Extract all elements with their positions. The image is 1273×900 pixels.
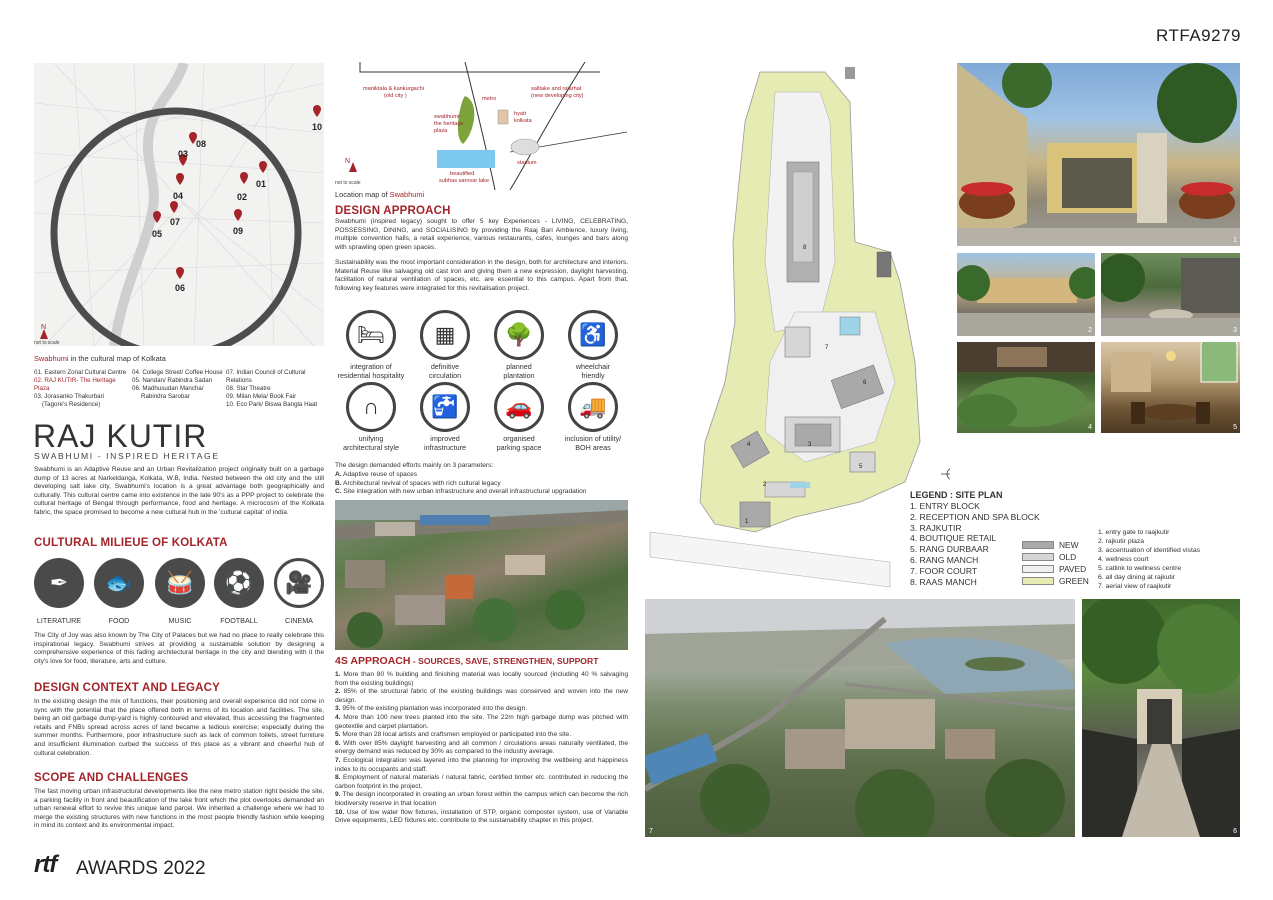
site-legend-heading: LEGEND : SITE PLAN: [910, 490, 1003, 500]
feature-label-wheelchair: wheelchair friendly: [575, 362, 611, 380]
photo-catwalk: [1082, 599, 1240, 837]
design-approach-p2: Sustainability was the most important consideration in the design, both for architecture and interiors. Material Reuse like salvaging old cast iron and giving them a new expression, daylight harvesting, facilitation of natural ventilation of spaces, etc. are essential to this campus. Apart from that, following key features were integrated for this revitalisation project.: [335, 259, 628, 292]
photo-number-6: 6: [1233, 828, 1237, 835]
map-marker-05: 05: [152, 229, 163, 239]
swatch-new: [1022, 541, 1054, 549]
photo-aerial-large: [645, 599, 1075, 837]
city-map-caption: Swabhumi in the cultural map of Kolkata: [34, 354, 166, 363]
design-approach-heading: DESIGN APPROACH: [335, 205, 451, 217]
map-marker-04: 04: [173, 191, 184, 201]
location-map-caption: Location map of Swabhumi: [335, 190, 425, 199]
scope-text: The fast moving urban infrastructural developments like the new metro station right beside the site, a parking facility in front and beautification of the lake front which the plot overlooks demanded an urban renewal effort to revive this unique land parcel. We inherited a challenge where we had to merge the existing structures with new functions in the most people friendly fashion while keeping in mind its context and its environmental impact.: [34, 788, 324, 830]
legend-old: OLD: [1059, 552, 1077, 562]
loc-label-swabhumi: swabhumi-: [434, 114, 462, 120]
loc-label-stadium: stadium: [517, 160, 537, 166]
site-num-7: 7: [825, 345, 829, 351]
photo-number-7: 7: [649, 828, 653, 835]
cultural-heading: CULTURAL MILIEUE OF KOLKATA: [34, 537, 228, 549]
map-marker-10: 10: [312, 122, 323, 132]
photo-wellness: [957, 342, 1095, 433]
site-num-8: 8: [803, 245, 807, 251]
city-map-legend-col1: 01. Eastern Zonal Cultural Centre 02. RAJ KUTIR- The Heritage Plaza 03. Jorasanko Thakurbari (Tagore's Residence): [34, 369, 127, 408]
legend-new: NEW: [1059, 540, 1079, 550]
literature-icon: ✒: [34, 558, 84, 608]
food-label: FOOD: [108, 616, 130, 625]
cultural-text: The City of Joy was also known by The City of Palaces but we had no place to really celebrate this inspirational legacy. Swabhumi strives at providing a sustainable solution by designing a comprehensive experience of this fading architectural heritage in the city and blending with it the city's love for food, literature, arts and culture.: [34, 632, 324, 665]
aerial-photo-middle-graphic: [335, 500, 628, 650]
photo-entry-gate-graphic: [957, 63, 1240, 246]
photo-wellness-graphic: [957, 342, 1095, 433]
feature-label-plantation: planned plantation: [503, 362, 535, 380]
location-map: [335, 62, 627, 190]
map-marker-09: 09: [233, 226, 244, 236]
loc-map-north: N: [345, 158, 351, 165]
feature-label-infra: improved infrastructure: [424, 434, 466, 452]
approach4s-heading: 4S APPROACH - SOURCES, SAVE, STRENGTHEN, SUPPORT: [335, 655, 599, 667]
legend-paved: PAVED: [1059, 564, 1087, 574]
literature-label: LITERATURE: [36, 616, 82, 625]
map-marker-07: 07: [170, 217, 181, 227]
context-text: In the existing design the mix of functions, their positioning and overall experience did not come in sync with the potential that the place offered both in terms of its location and facilities. The site, being an old garbage dump-yard is highly contoured and elevated, thus accessing the fragmented retails and FNBs spread across acres of land became a tedious exercise; especially during the summer months. Furthermore, poor infrastructure such as lack of common toilets, street furniture and insufficient illumination curbed the success of this place as a vibrant and cheerful hub of cultural celebration.: [34, 698, 324, 757]
swatch-green: [1022, 577, 1054, 585]
feature-label-circulation: definitive circulation: [428, 362, 462, 380]
design-approach-p1: Swabhumi (inspired legacy) sought to offer 5 key Experiences - LIVING, CELEBRATING, POSSESSING, DINING, and SOCIALISING by providing the Raaj Bari Ambience, luxury living, multiple convention halls, a retail experience, various restaurants, cafes, lounges and bars along with sprawling open green spaces.: [335, 218, 628, 251]
photo-number-1: 1: [1233, 237, 1237, 244]
photo-catwalk-graphic: [1082, 599, 1240, 837]
photo-vistas-graphic: [1101, 253, 1240, 336]
tap-icon: 🚰: [420, 382, 470, 432]
feature-label-arch: unifying architectural style: [343, 434, 399, 452]
site-num-2: 2: [763, 482, 767, 488]
context-heading: DESIGN CONTEXT AND LEGACY: [34, 682, 221, 694]
loc-label-hyatt-sub: kolkata: [514, 118, 532, 124]
rtf-logo: rtf: [34, 851, 57, 878]
site-plan-graphic: [645, 62, 950, 592]
wheelchair-icon: ♿: [568, 310, 618, 360]
loc-label-swabhumi-2: the heritage: [434, 121, 464, 127]
loc-label-hyatt: hyatt: [514, 111, 527, 117]
map-marker-02: 02: [237, 192, 248, 202]
site-num-1: 1: [745, 519, 749, 525]
map-marker-06: 06: [175, 283, 186, 293]
city-map: [34, 63, 324, 346]
awards-label: AWARDS 2022: [76, 858, 206, 879]
swatch-old: [1022, 553, 1054, 561]
approach4s-list: 1. More than 80 % building and finishing material was locally sourced (including 40 % salvaging from the existing buildings) 2. 85% of the structural fabric of the existing buildings was conserved and woven into the new design. 3. 95% of the existing plantation was incorporated into the design. 4. More than 100 new trees planted into the site. The 22m high garbage dump was pitched with geotextile and carpet plantation. 5. More than 28 local artists and craftsmen employed or participated into the site. 6. With over 85% daylight harvesting and all common / circulations areas naturally ventilated, the energy demand was reduced by 30% as compared to the industry average. 7. Ecological integration was layered into the planning for improving the wellbeing and happiness index to its occupants and staff. 8. Employment of natural materials / natural fabric, certified timber etc. contributed in reducing the carbon footprint in the project. 9. The design incorporated in creating an urban forest within the campus which can become the rich biodiversity reserve in that location 10. Use of low water flow fixtures, installation of STP, organic composter system, use of Variable Drive equipments, LED fixtures etc. contribute to the sustainability chapter in this project.: [335, 671, 628, 825]
site-num-6: 6: [863, 380, 867, 386]
photo-vistas: [1101, 253, 1240, 336]
location-map-graphic: [335, 62, 627, 190]
photo-number-2: 2: [1088, 327, 1092, 334]
photo-list: 1. entry gate to raajkutir 2. rajkutir plaza 3. accentuation of identified vistas 4. wellness court 5. catlink to wellness centre 6. all day dining at rajkutir 7. aerial view of raajkutir: [1098, 529, 1201, 590]
project-title: RAJ KUTIR: [33, 418, 208, 454]
params-block: The design demanded efforts mainly on 3 parameters: A. Adaptive reuse of spaces B. Architectural revival of spaces with rich cultural legacy C. Site integration with new urban infrastructure and overall infrastructural upgradation: [335, 462, 587, 496]
photo-dining: [1101, 342, 1240, 433]
legend-green: GREEN: [1059, 576, 1089, 586]
site-plan: [645, 62, 950, 592]
swatch-paved: [1022, 565, 1054, 573]
map-marker-08: 08: [196, 139, 207, 149]
parking-icon: 🚗: [494, 382, 544, 432]
intro-text: Swabhumi is an Adaptive Reuse and an Urban Revitalization project originally built on a garbage dump of 13 acres at Narkeldanga, Kolkata, W.B, India. Nested between the old city and the still developing salt lake city, Swabhumi's location is a great advantage both geographically and culturally. This cultural centre came into existence in the late 90's as a PPP project to celebrate the cultural heritage of Bengal through performance, food and heritage. A microcosm of the Kolkata fabric, the space promised to become a new cultural hub in the 'cultural capital' of india.: [34, 466, 324, 516]
photo-plaza: [957, 253, 1095, 336]
project-subtitle: SWABHUMI - INSPIRED HERITAGE: [34, 451, 220, 461]
feature-label-hospitality: integration of residential hospitality: [337, 362, 405, 380]
city-map-north: N: [41, 324, 47, 331]
music-label: MUSIC: [168, 616, 192, 625]
city-map-legend-col3: 07. Indian Council of Cultural Relations 08. Star Theatre 09. Milan Mela/ Book Fair 10. Eco Park/ Biswa Bangla Haat: [226, 369, 318, 408]
music-icon: 🥁: [155, 558, 205, 608]
map-marker-01: 01: [256, 179, 267, 189]
scope-heading: SCOPE AND CHALLENGES: [34, 772, 189, 784]
maze-icon: ▦: [420, 310, 470, 360]
cinema-label: CINEMA: [285, 616, 313, 625]
photo-entry-gate: [957, 63, 1240, 246]
city-map-graphic: [34, 63, 324, 346]
site-num-5: 5: [859, 464, 863, 470]
photo-number-4: 4: [1088, 424, 1092, 431]
tree-icon: 🌳: [494, 310, 544, 360]
project-code: RTFA9279: [1156, 26, 1241, 45]
loc-label-new-city: saltlake and rajarhat: [531, 86, 582, 92]
feature-label-utility: inclusion of utility/ BOH areas: [564, 434, 622, 452]
football-icon: ⚽: [214, 558, 264, 608]
loc-map-scale: not to scale: [335, 180, 361, 186]
site-num-3: 3: [808, 442, 812, 448]
photo-aerial-large-graphic: [645, 599, 1075, 837]
loc-label-lake-sub: subhas sarovar lake: [439, 178, 490, 184]
loc-label-metro: metro: [482, 96, 497, 102]
feature-label-parking: organised parking space: [496, 434, 542, 452]
aerial-photo-middle: [335, 500, 628, 650]
map-marker-03: 03: [178, 149, 189, 159]
site-num-4: 4: [747, 442, 751, 448]
loc-label-new-city-sub: (new developing city): [531, 93, 584, 99]
photo-dining-graphic: [1101, 342, 1240, 433]
photo-number-3: 3: [1233, 327, 1237, 334]
city-map-legend-col2: 04. College Street/ Coffee House 05. Nandan/ Rabindra Sadan 06. Madhusudan Mancha/ Rabindra Sarobar: [132, 369, 223, 400]
food-icon: 🐟: [94, 558, 144, 608]
bed-icon: 🛏: [346, 310, 396, 360]
photo-number-5: 5: [1233, 424, 1237, 431]
football-label: FOOTBALL: [220, 616, 258, 625]
loc-label-old-city-sub: (old city ): [384, 93, 407, 99]
city-map-scale: not to scale: [34, 340, 60, 346]
compass-icon: [948, 462, 962, 482]
loc-label-lake: beautified: [450, 171, 475, 177]
photo-plaza-graphic: [957, 253, 1095, 336]
arch-icon: ∩: [346, 382, 396, 432]
site-legend-list: 1. ENTRY BLOCK 2. RECEPTION AND SPA BLOCK 3. RAJKUTIR 4. BOUTIQUE RETAIL 5. RANG DURBAAR 6. RANG MANCH 7. FOOR COURT 8. RAAS MANCH: [910, 501, 1040, 587]
truck-icon: 🚚: [568, 382, 618, 432]
cinema-icon: 🎥: [274, 558, 324, 608]
loc-label-swabhumi-3: plaza: [434, 128, 448, 134]
loc-label-old-city: maniktala & kankurgachi: [363, 86, 424, 92]
